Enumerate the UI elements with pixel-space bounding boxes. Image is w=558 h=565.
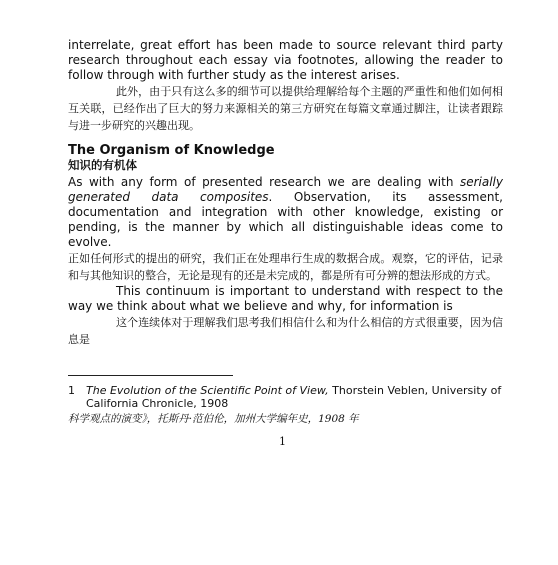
- paragraph-en-continuum: This continuum is important to understand with respect to the way we think about what we believe and why, for information is: [68, 284, 503, 313]
- paragraph-zh-intro: 此外，由于只有这么多的细节可以提供给理解给每个主题的严重性和他们如何相互关联，已经作出了巨大的努力来源相关的第三方研究在每篇文章通过脚注，让读者跟踪与进一步研究的兴趣出现。: [68, 85, 503, 132]
- footnote-citation: Thorstein Veblen, University of California Chronicle, 1908: [86, 384, 502, 410]
- section-heading-en: The Organism of Knowledge: [68, 143, 275, 158]
- paragraph-text: . Observation, its assessment, documentation and integration with other knowledge, existing or pending, is the manner by which all distinguishable ideas come to evolve.: [68, 190, 503, 249]
- footnote-divider: [68, 375, 233, 376]
- footnote-number: 1: [68, 384, 75, 397]
- section-organism: [68, 143, 503, 348]
- footnote-text: [86, 384, 506, 410]
- emphasis-text: serially generated data composites: [68, 175, 503, 204]
- page-number: 1: [279, 435, 286, 448]
- paragraph-zh-research: 正如任何形式的提出的研究，我们正在处理串行生成的数据合成。观察，它的评估，记录和与其他知识的整合，无论是现有的还是未完成的，都是所有可分辨的想法形成的方式。: [68, 252, 503, 282]
- paragraph-en-research: [68, 175, 503, 250]
- paragraph-en-intro: interrelate, great effort has been made to source relevant third party research throughout each essay via footnotes, allowing the reader to follow through with further study as the interest arises.: [68, 38, 503, 82]
- paragraph-text: As with any form of presented research we are dealing with: [68, 175, 454, 189]
- section-intro: [68, 38, 503, 134]
- paragraph-zh-continuum: 这个连续体对于理解我们思考我们相信什么和为什么相信的方式很重要，因为信息是: [68, 316, 503, 346]
- section-heading-zh: 知识的有机体: [68, 158, 137, 172]
- footnote-zh: 科学观点的演变》，托斯丹·范伯伦，加州大学编年史，1908 年: [68, 413, 359, 425]
- footnote-title: The Evolution of the Scientific Point of View,: [86, 384, 329, 397]
